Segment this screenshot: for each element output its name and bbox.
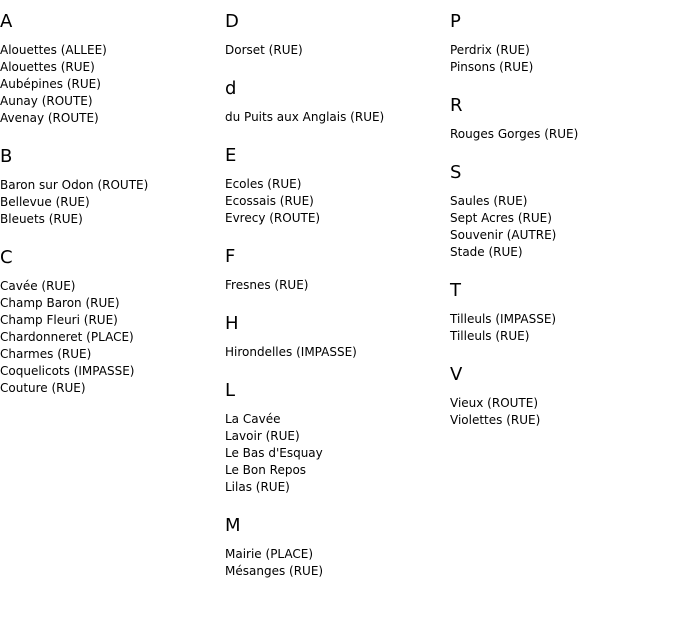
- street-link[interactable]: Saules (RUE): [450, 194, 528, 208]
- street-link[interactable]: Le Bon Repos: [225, 463, 307, 477]
- street-link[interactable]: Ecoles (RUE): [225, 177, 302, 191]
- letter-section: [225, 515, 450, 580]
- letter-section: [0, 247, 225, 397]
- street-list: [450, 126, 675, 143]
- street-link[interactable]: Souvenir (AUTRE): [450, 228, 557, 242]
- letter-heading: R: [450, 95, 463, 116]
- letter-section: [225, 145, 450, 227]
- letter-section: [450, 280, 675, 345]
- street-link[interactable]: La Cavée: [225, 412, 281, 426]
- street-index-column-3: [450, 0, 675, 429]
- street-link[interactable]: Perdrix (RUE): [450, 43, 530, 57]
- street-link[interactable]: Champ Fleuri (RUE): [0, 313, 118, 327]
- letter-section: [450, 162, 675, 261]
- street-link[interactable]: Champ Baron (RUE): [0, 296, 120, 310]
- street-link[interactable]: Dorset (RUE): [225, 43, 303, 57]
- street-link[interactable]: Le Bas d'Esquay: [225, 446, 323, 460]
- letter-heading: E: [225, 145, 237, 166]
- street-list: [225, 42, 450, 59]
- street-link[interactable]: Alouettes (ALLEE): [0, 43, 107, 57]
- street-list: [225, 411, 450, 496]
- street-link[interactable]: Evrecy (ROUTE): [225, 211, 321, 225]
- street-link[interactable]: Lilas (RUE): [225, 480, 290, 494]
- letter-heading: d: [225, 78, 237, 99]
- street-link[interactable]: Hirondelles (IMPASSE): [225, 345, 357, 359]
- letter-section: [225, 380, 450, 496]
- street-link[interactable]: Tilleuls (IMPASSE): [450, 312, 557, 326]
- letter-section: [450, 11, 675, 76]
- street-index-column-1: [0, 0, 225, 397]
- letter-section: [225, 78, 450, 126]
- street-index-column-2: [225, 0, 450, 580]
- street-link[interactable]: Coquelicots (IMPASSE): [0, 364, 135, 378]
- letter-section: [225, 246, 450, 294]
- street-link[interactable]: Couture (RUE): [0, 381, 86, 395]
- street-list: [450, 193, 675, 261]
- street-list: [225, 546, 450, 580]
- street-list: [450, 395, 675, 429]
- letter-heading: T: [450, 280, 461, 301]
- street-link[interactable]: Bellevue (RUE): [0, 195, 90, 209]
- street-link[interactable]: Fresnes (RUE): [225, 278, 309, 292]
- street-link[interactable]: Lavoir (RUE): [225, 429, 300, 443]
- letter-heading: B: [0, 146, 13, 167]
- street-link[interactable]: Baron sur Odon (ROUTE): [0, 178, 149, 192]
- street-list: [225, 109, 450, 126]
- street-link[interactable]: Pinsons (RUE): [450, 60, 534, 74]
- street-link[interactable]: Stade (RUE): [450, 245, 523, 259]
- street-link[interactable]: Aubépines (RUE): [0, 77, 101, 91]
- letter-section: [225, 11, 450, 59]
- street-link[interactable]: Bleuets (RUE): [0, 212, 83, 226]
- letter-section: [0, 11, 225, 127]
- street-link[interactable]: Vieux (ROUTE): [450, 396, 539, 410]
- letter-heading: V: [450, 364, 463, 385]
- street-link[interactable]: Avenay (ROUTE): [0, 111, 99, 125]
- letter-heading: H: [225, 313, 239, 334]
- street-link[interactable]: Sept Acres (RUE): [450, 211, 552, 225]
- street-link[interactable]: Alouettes (RUE): [0, 60, 95, 74]
- letter-heading: S: [450, 162, 462, 183]
- street-link[interactable]: Mésanges (RUE): [225, 564, 324, 578]
- street-list: [225, 344, 450, 361]
- letter-heading: A: [0, 11, 13, 32]
- street-link[interactable]: Chardonneret (PLACE): [0, 330, 134, 344]
- letter-section: [450, 95, 675, 143]
- letter-heading: F: [225, 246, 236, 267]
- letter-heading: M: [225, 515, 241, 536]
- street-link[interactable]: Aunay (ROUTE): [0, 94, 93, 108]
- street-link[interactable]: du Puits aux Anglais (RUE): [225, 110, 385, 124]
- street-link[interactable]: Tilleuls (RUE): [450, 329, 530, 343]
- street-link[interactable]: Charmes (RUE): [0, 347, 92, 361]
- letter-section: [225, 313, 450, 361]
- street-list: [450, 42, 675, 76]
- letter-heading: C: [0, 247, 13, 268]
- street-list: [225, 176, 450, 227]
- letter-heading: P: [450, 11, 461, 32]
- street-link[interactable]: Violettes (RUE): [450, 413, 541, 427]
- street-list: [0, 42, 225, 127]
- street-list: [0, 177, 225, 228]
- street-link[interactable]: Mairie (PLACE): [225, 547, 314, 561]
- letter-section: [450, 364, 675, 429]
- letter-section: [0, 146, 225, 228]
- letter-heading: L: [225, 380, 236, 401]
- street-list: [450, 311, 675, 345]
- letter-heading: D: [225, 11, 239, 32]
- street-list: [225, 277, 450, 294]
- street-link[interactable]: Cavée (RUE): [0, 279, 76, 293]
- street-link[interactable]: Rouges Gorges (RUE): [450, 127, 579, 141]
- street-link[interactable]: Ecossais (RUE): [225, 194, 314, 208]
- street-list: [0, 278, 225, 397]
